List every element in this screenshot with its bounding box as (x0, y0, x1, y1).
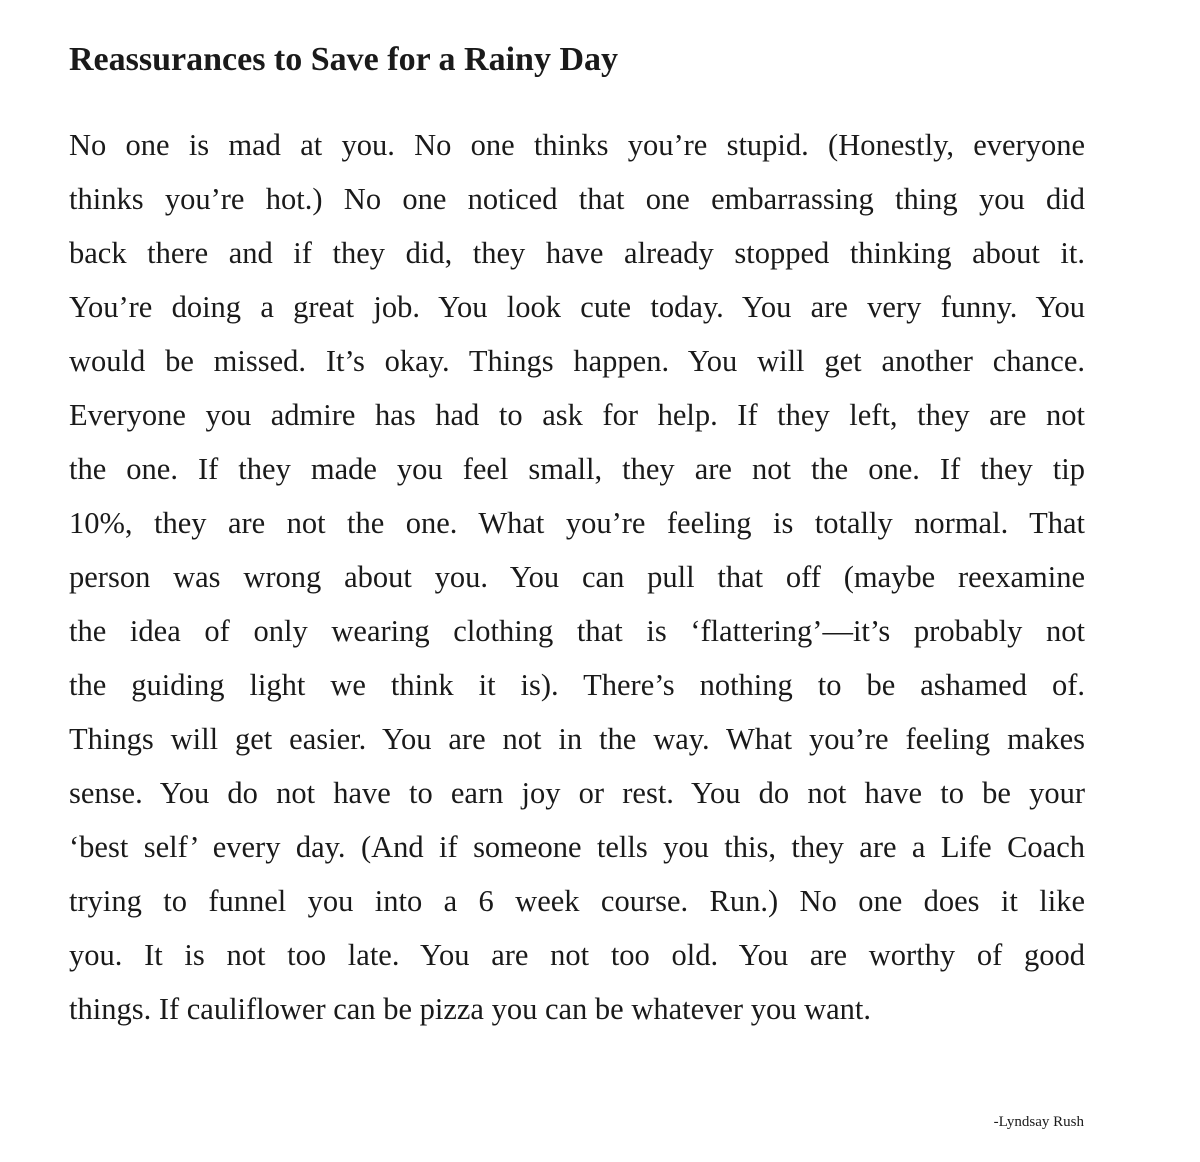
author-attribution: -Lyndsay Rush (993, 1114, 1084, 1130)
text-line: You’re doing a great job. You look cute today. You are very funny. You (69, 290, 1085, 324)
text-line: the idea of only wearing clothing that is ‘flattering’—it’s probably not (69, 614, 1085, 648)
text-line: person was wrong about you. You can pull that off (maybe reexamine (69, 560, 1085, 594)
text-line: the guiding light we think it is). There’s nothing to be ashamed of. (69, 668, 1085, 702)
text-line: No one is mad at you. No one thinks you’re stupid. (Honestly, everyone (69, 128, 1085, 162)
body-paragraph (69, 118, 1085, 1036)
text-line: would be missed. It’s okay. Things happen. You will get another chance. (69, 344, 1085, 378)
text-line: sense. You do not have to earn joy or rest. You do not have to be your (69, 776, 1085, 810)
text-line: Things will get easier. You are not in the way. What you’re feeling makes (69, 722, 1085, 756)
text-line: 10%, they are not the one. What you’re feeling is totally normal. That (69, 506, 1085, 540)
text-line: the one. If they made you feel small, they are not the one. If they tip (69, 452, 1085, 486)
text-line: back there and if they did, they have already stopped thinking about it. (69, 236, 1085, 270)
text-line: ‘best self’ every day. (And if someone tells you this, they are a Life Coach (69, 830, 1085, 864)
text-line: Everyone you admire has had to ask for help. If they left, they are not (69, 398, 1085, 432)
text-line: things. If cauliflower can be pizza you can be whatever you want. (69, 992, 871, 1026)
text-line: you. It is not too late. You are not too old. You are worthy of good (69, 938, 1085, 972)
document-title: Reassurances to Save for a Rainy Day (69, 41, 619, 78)
text-line: trying to funnel you into a 6 week course. Run.) No one does it like (69, 884, 1085, 918)
text-line: thinks you’re hot.) No one noticed that one embarrassing thing you did (69, 182, 1085, 216)
